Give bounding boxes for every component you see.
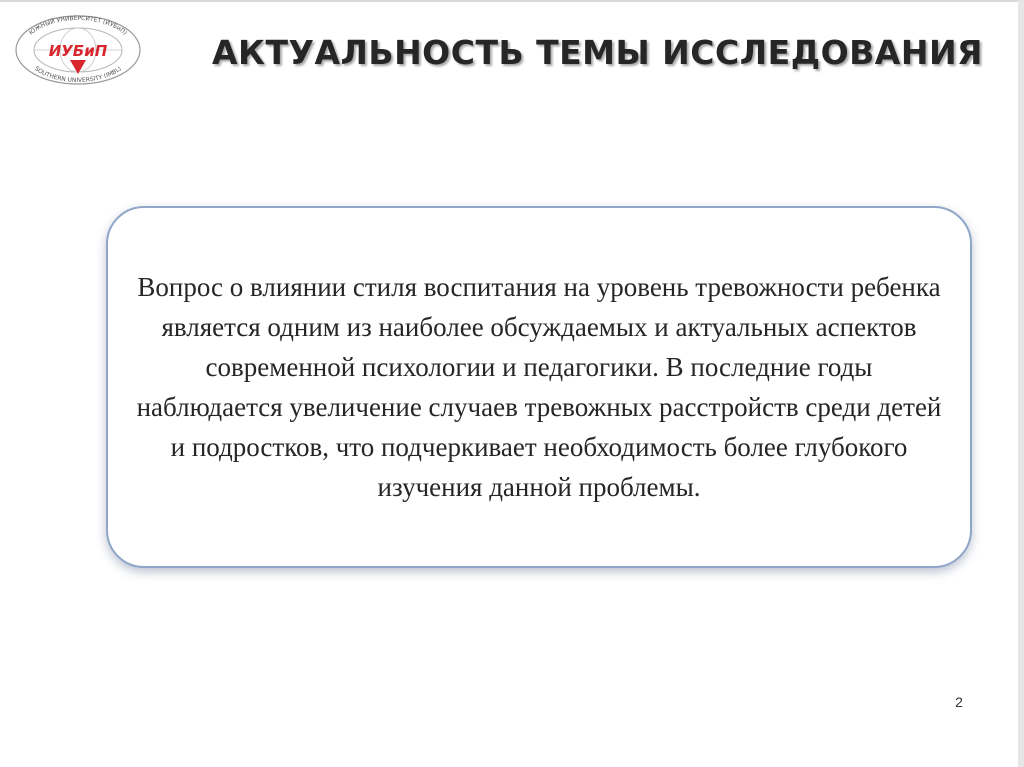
right-edge-bar — [1018, 0, 1024, 767]
university-seal-icon — [14, 14, 142, 86]
slide-title: АКТУАЛЬНОСТЬ ТЕМЫ ИССЛЕДОВАНИЯ — [212, 33, 983, 72]
seal-monogram: ИУБиП — [48, 42, 108, 60]
top-divider — [0, 0, 1024, 2]
content-text: Вопрос о влиянии стиля воспитания на уровень тревожности ребенка является одним из наиболее обсуждаемых и актуальных аспектов современной психологии и педагогики. В последние годы наблюдается увеличение случаев тревожных расстройств среди детей и подростков, что подчеркивает необходимость более глубокого изучения данной проблемы. — [136, 272, 942, 502]
content-box — [106, 206, 972, 568]
seal-ring-text-bottom: SOUTHERN UNIVERSITY (IMBL) — [33, 65, 123, 85]
seal-ring-text-top: ЮЖНЫЙ УНИВЕРСИТЕТ (ИУБиП) — [27, 14, 129, 37]
page-number: 2 — [955, 694, 963, 710]
